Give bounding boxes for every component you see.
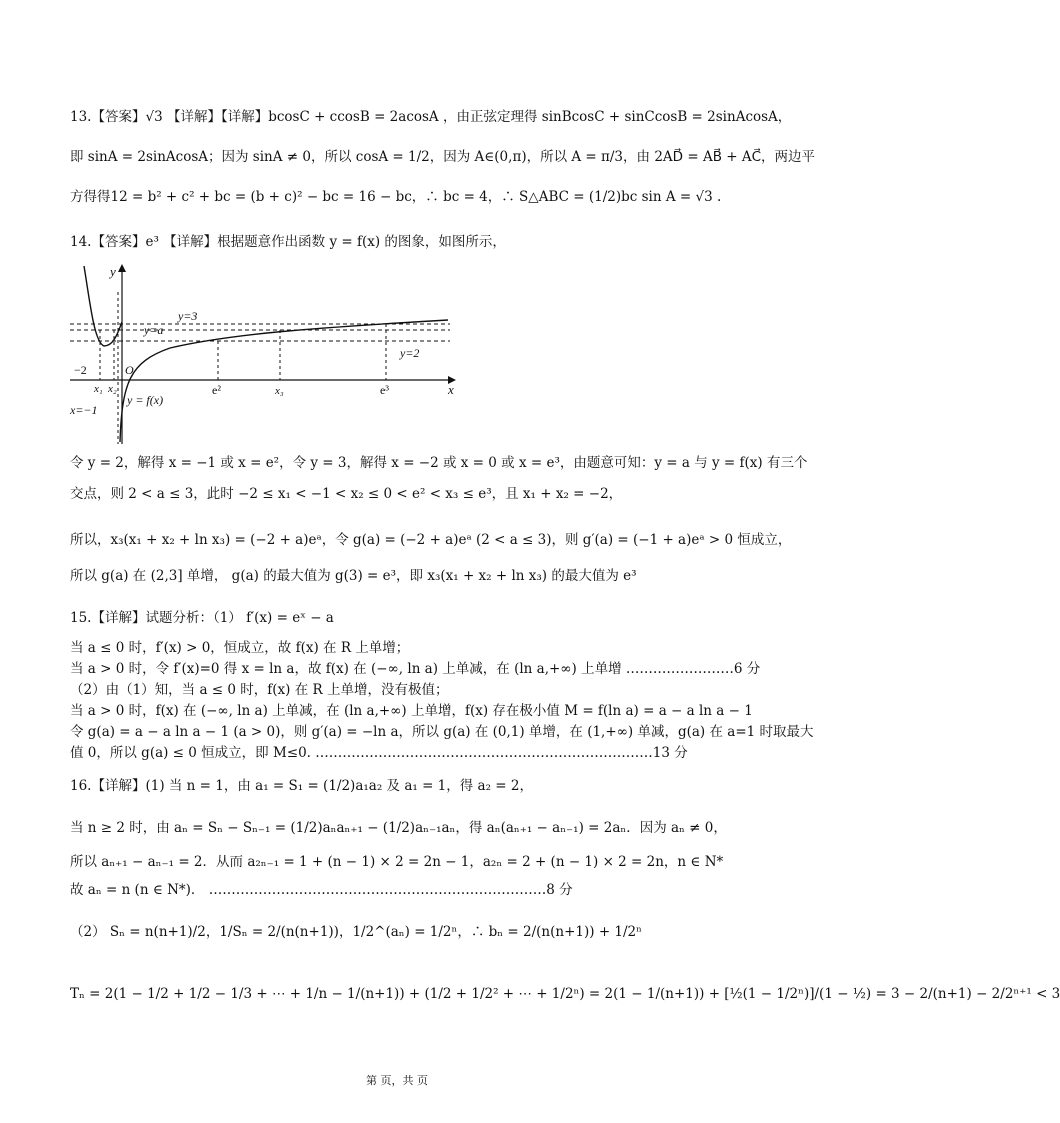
text-line: Tₙ = 2(1 − 1/2 + 1/2 − 1/3 + ⋯ + 1/n − 1/(n+1)) + (1/2 + 1/2² + ⋯ + 1/2ⁿ) = 2(1 − 1/(n+1)) + [½(1 − 1/2ⁿ)]/(1 − ½) = 3 − 2/(n+1) − 2/2ⁿ⁺¹ < 3 <box>70 986 1060 1002</box>
curve-label: y = f(x) <box>127 393 164 407</box>
function-graph <box>70 262 460 447</box>
text-line: （2）由（1）知，当 a ≤ 0 时，f(x) 在 R 上单增，没有极值； <box>70 682 449 698</box>
text-line: 所以 g(a) 在 (2,3] 单增， g(a) 的最大值为 g(3) = e³，即 x₃(x₁ + x₂ + ln x₃) 的最大值为 e³ <box>70 568 637 584</box>
text-line: 交点，则 2 < a ≤ 3，此时 −2 ≤ x₁ < −1 < x₂ ≤ 0 < e² < x₃ ≤ e³，且 x₁ + x₂ = −2， <box>70 486 623 502</box>
curve-right-branch <box>120 320 448 442</box>
line-ya-label: y=a <box>144 323 164 337</box>
text-line: 当 a ≤ 0 时，f′(x) > 0，恒成立，故 f(x) 在 R 上单增； <box>70 640 410 656</box>
tick-x1: x₁ <box>94 383 103 395</box>
asymptote-label: x=−1 <box>70 403 98 417</box>
text-line: 当 n ≥ 2 时，由 aₙ = Sₙ − Sₙ₋₁ = (1/2)aₙaₙ₊₁ − (1/2)aₙ₋₁aₙ，得 aₙ(aₙ₊₁ − aₙ₋₁) = 2aₙ．因为 aₙ ≠ 0， <box>70 820 727 836</box>
text-line: 故 aₙ = n (n ∈ N*)． …………………………………………………………………8 分 <box>70 882 573 898</box>
x-axis-label: x <box>448 382 454 397</box>
text-line: 所以，x₃(x₁ + x₂ + ln x₃) = (−2 + a)eᵃ，令 g(a) = (−2 + a)eᵃ (2 < a ≤ 3)，则 g′(a) = (−1 + a)eᵃ > 0 恒成立， <box>70 532 792 548</box>
text-line: 值 0，所以 g(a) ≤ 0 恒成立，即 M≤0. …………………………………………………………………13 分 <box>70 745 688 761</box>
text-line: 方得得12 = b² + c² + bc = (b + c)² − bc = 16 − bc，∴ bc = 4，∴ S△ABC = (1/2)bc sin A = √3 . <box>70 189 722 205</box>
text-line: 即 sinA = 2sinAcosA；因为 sinA ≠ 0，所以 cosA = 1/2，因为 A∈(0,π)，所以 A = π/3，由 2AD⃗ = AB⃗ + AC⃗，两边平 <box>70 149 816 165</box>
line-y2-label: y=2 <box>400 346 420 360</box>
text-line: 令 g(a) = a − a ln a − 1 (a > 0)，则 g′(a) = −ln a，所以 g(a) 在 (0,1) 单增，在 (1,+∞) 单减，g(a) 在 a=1 时取最大 <box>70 724 814 740</box>
text-line: 当 a > 0 时，f(x) 在 (−∞, ln a) 上单减，在 (ln a,+∞) 上单增，f(x) 存在极小值 M = f(ln a) = a − a ln a − 1 <box>70 703 753 719</box>
origin-label: O <box>125 363 134 377</box>
y-axis-arrow <box>118 264 126 272</box>
text-line: （2） Sₙ = n(n+1)/2，1/Sₙ = 2/(n(n+1))，1/2^(aₙ) = 1/2ⁿ，∴ bₙ = 2/(n(n+1)) + 1/2ⁿ <box>70 924 642 940</box>
text-line: 14.【答案】e³ 【详解】根据题意作出函数 y = f(x) 的图象，如图所示， <box>70 234 506 250</box>
page-footer: 第 页，共 页 <box>366 1074 428 1087</box>
tick-x3: x₃ <box>275 385 284 397</box>
text-line: 13.【答案】√3 【详解】【详解】bcosC + ccosB = 2acosA ，由正弦定理得 sinBcosC + sinCcosB = 2sinAcosA， <box>70 109 792 125</box>
tick-e3: e³ <box>380 383 389 397</box>
text-line: 15.【详解】试题分析：（1） f′(x) = eˣ − a <box>70 610 334 626</box>
text-line: 所以 aₙ₊₁ − aₙ₋₁ = 2．从而 a₂ₙ₋₁ = 1 + (n − 1) × 2 = 2n − 1，a₂ₙ = 2 + (n − 1) × 2 = 2n，n ∈ N* <box>70 854 724 870</box>
y-axis-label: y <box>110 264 116 279</box>
text-line: 当 a > 0 时，令 f′(x)=0 得 x = ln a，故 f(x) 在 (−∞, ln a) 上单减，在 (ln a,+∞) 上单增 ……………………6 分 <box>70 661 761 677</box>
tick-e2: e² <box>212 383 221 397</box>
text-line: 令 y = 2，解得 x = −1 或 x = e²，令 y = 3，解得 x = −2 或 x = 0 或 x = e³，由题意可知：y = a 与 y = f(x) 有三个 <box>70 455 808 471</box>
tick-x2: x₂ <box>108 383 117 395</box>
curve-left-branch <box>84 266 122 346</box>
text-line: 16.【详解】(1) 当 n = 1，由 a₁ = S₁ = (1/2)a₁a₂ 及 a₁ = 1，得 a₂ = 2， <box>70 778 533 794</box>
tick-minus-2: −2 <box>74 363 87 377</box>
line-y3-label: y=3 <box>178 309 198 323</box>
